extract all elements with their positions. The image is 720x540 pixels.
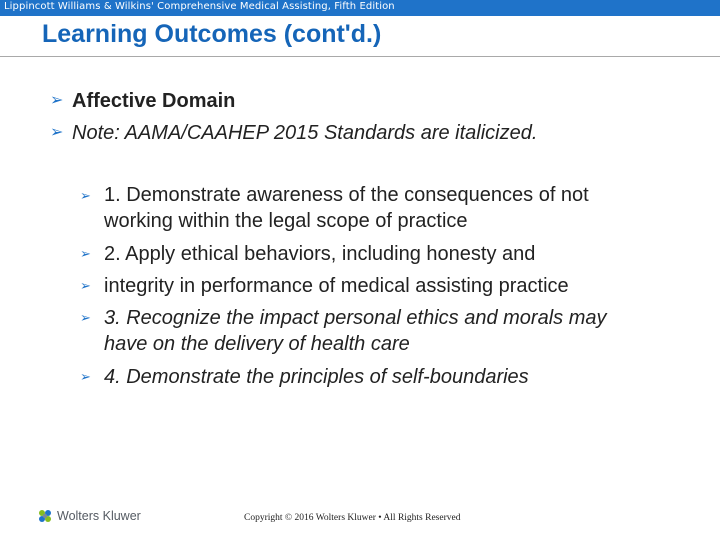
outcome-line-1b: working within the legal scope of practice	[104, 210, 468, 232]
slide-title: Learning Outcomes (cont'd.)	[42, 20, 382, 48]
bullet-standards-note: Note: AAMA/CAAHEP 2015 Standards are italicized.	[72, 122, 538, 144]
arrow-bullet-icon: ➢	[50, 92, 64, 109]
title-divider	[0, 56, 720, 57]
bullet-affective-domain: Affective Domain	[72, 90, 236, 112]
outcome-line-3a: 3. Recognize the impact personal ethics and morals may	[104, 307, 607, 329]
wk-logo-icon	[36, 507, 54, 525]
wolters-kluwer-logo	[36, 507, 141, 525]
outcome-line-4: 4. Demonstrate the principles of self-boundaries	[104, 366, 529, 388]
arrow-bullet-icon: ➢	[80, 278, 91, 293]
copyright-notice: Copyright © 2016 Wolters Kluwer • All Rights Reserved	[244, 513, 461, 523]
arrow-bullet-icon: ➢	[50, 124, 64, 141]
header-bar	[0, 0, 720, 16]
arrow-bullet-icon: ➢	[80, 310, 91, 325]
arrow-bullet-icon: ➢	[80, 246, 91, 261]
arrow-bullet-icon: ➢	[80, 188, 91, 203]
logo-text: Wolters Kluwer	[57, 509, 141, 523]
outcome-line-2b: integrity in performance of medical assisting practice	[104, 275, 569, 297]
outcome-line-2a: 2. Apply ethical behaviors, including honesty and	[104, 243, 536, 265]
outcome-line-1a: 1. Demonstrate awareness of the consequences of not	[104, 184, 589, 206]
series-title: Lippincott Williams & Wilkins' Comprehensive Medical Assisting, Fifth Edition	[4, 1, 395, 12]
outcome-line-3b: have on the delivery of health care	[104, 333, 410, 355]
arrow-bullet-icon: ➢	[80, 369, 91, 384]
